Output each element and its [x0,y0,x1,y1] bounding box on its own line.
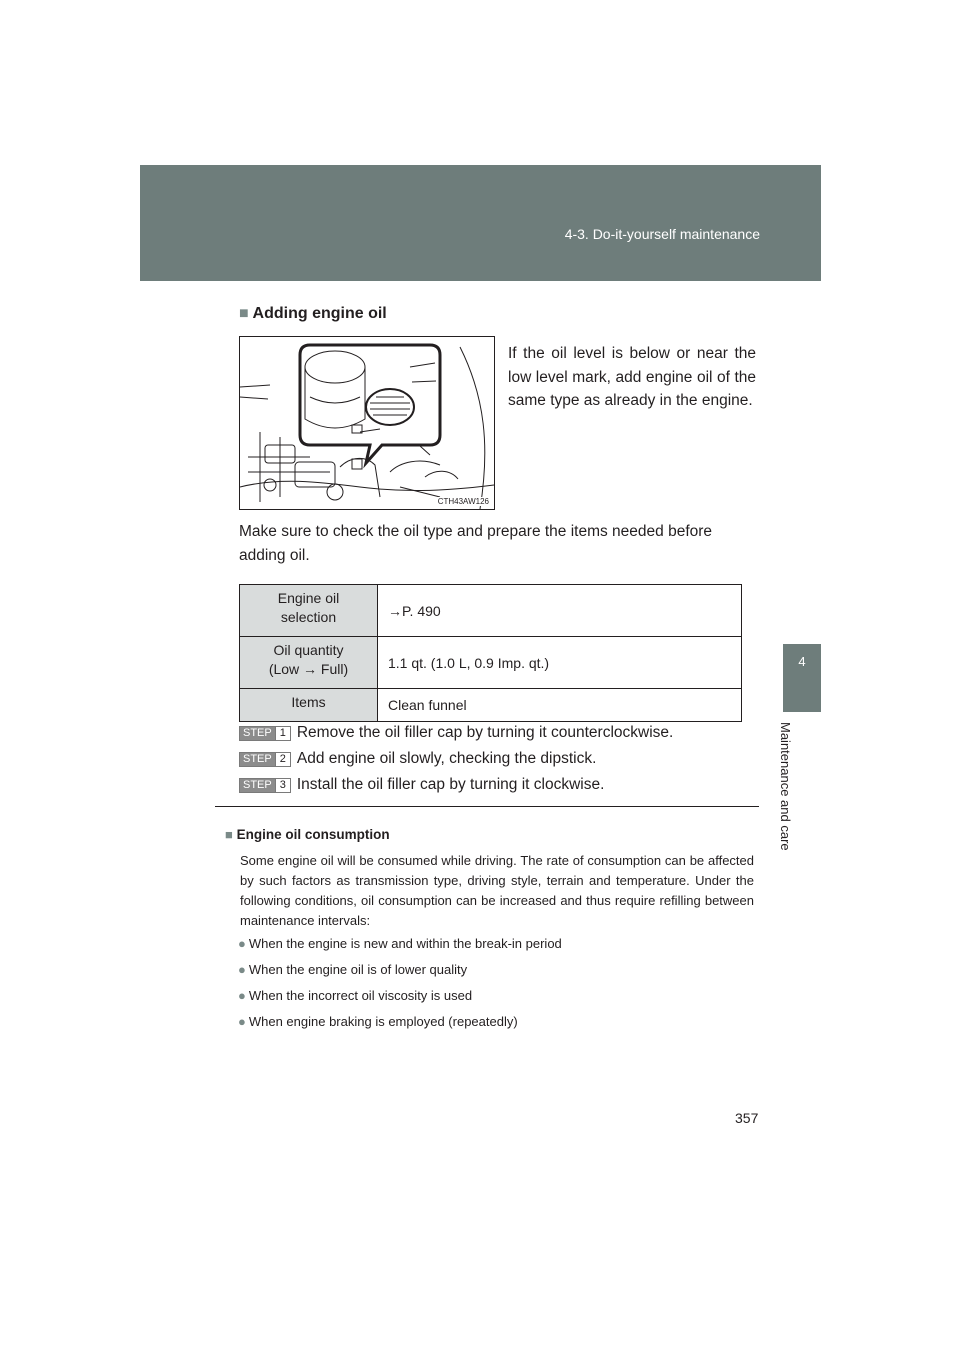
oil-spec-table [239,584,742,722]
bullet-dot: ● [238,936,246,951]
list-item [238,962,467,977]
note-heading-text: Engine oil consumption [236,827,390,842]
step-word: STEP [240,779,275,792]
chapter-label: Maintenance and care [778,722,793,851]
table-value: Clean funnel [378,689,742,722]
bullet-text: When the engine oil is of lower quality [248,962,468,977]
chapter-tab [783,644,821,712]
note-marker: ■ [225,827,233,842]
table-label [240,637,378,689]
note-heading [225,827,390,842]
chapter-number: 4 [798,654,806,669]
label-line: Items [291,694,326,710]
heading-marker: ■ [239,305,249,322]
table-row [240,689,742,722]
step-badge [239,726,291,741]
bullet-text: When the incorrect oil viscosity is used [248,988,473,1003]
label-line: selection [280,609,337,625]
list-item [238,1014,518,1029]
step-number: 2 [275,753,290,766]
label-line: Engine oil [277,590,340,606]
list-item [238,988,472,1003]
heading-text: Adding engine oil [252,305,387,322]
section-heading [239,305,387,323]
step-word: STEP [240,753,275,766]
table-label [240,689,378,722]
figure-code: CTH43AW126 [437,497,489,506]
bullet-text: When engine braking is employed (repeatedly) [248,1014,518,1029]
step-3 [239,776,604,794]
step-2 [239,750,596,768]
bullet-dot: ● [238,1014,246,1029]
step-text: Add engine oil slowly, checking the dipstick. [296,750,597,767]
step-badge [239,778,291,793]
section-title: 4-3. Do-it-yourself maintenance [564,226,760,242]
step-text: Install the oil filler cap by turning it clockwise. [296,776,605,793]
prep-paragraph: Make sure to check the oil type and prepare the items needed before adding oil. [239,523,713,564]
list-item [238,936,562,951]
table-value: →P. 490 [378,585,742,637]
label-line: Oil quantity [273,642,344,658]
note-body: Some engine oil will be consumed while driving. The rate of consumption can be affected by such factors as transmission type, driving style, terrain and temperature. Under the following conditions, oil consumption can be increased and thus require refilling between maintenance intervals: [240,853,754,928]
table-row [240,585,742,637]
header-band [140,165,821,281]
engine-illustration [239,336,495,510]
bullet-dot: ● [238,988,246,1003]
bullet-text: When the engine is new and within the break-in period [248,936,562,951]
step-1 [239,724,673,742]
table-value: 1.1 qt. (1.0 L, 0.9 Imp. qt.) [378,637,742,689]
engine-bay-drawing [240,337,494,509]
page-number: 357 [735,1110,759,1126]
step-text: Remove the oil filler cap by turning it counterclockwise. [296,724,674,741]
step-number: 3 [275,779,290,792]
intro-paragraph: If the oil level is below or near the low level mark, add engine oil of the same type as already in the engine. [508,345,756,409]
table-label [240,585,378,637]
label-line: (Low → Full) [268,661,349,677]
step-number: 1 [275,727,290,740]
step-badge [239,752,291,767]
divider [215,806,759,807]
step-word: STEP [240,727,275,740]
table-row [240,637,742,689]
bullet-dot: ● [238,962,246,977]
